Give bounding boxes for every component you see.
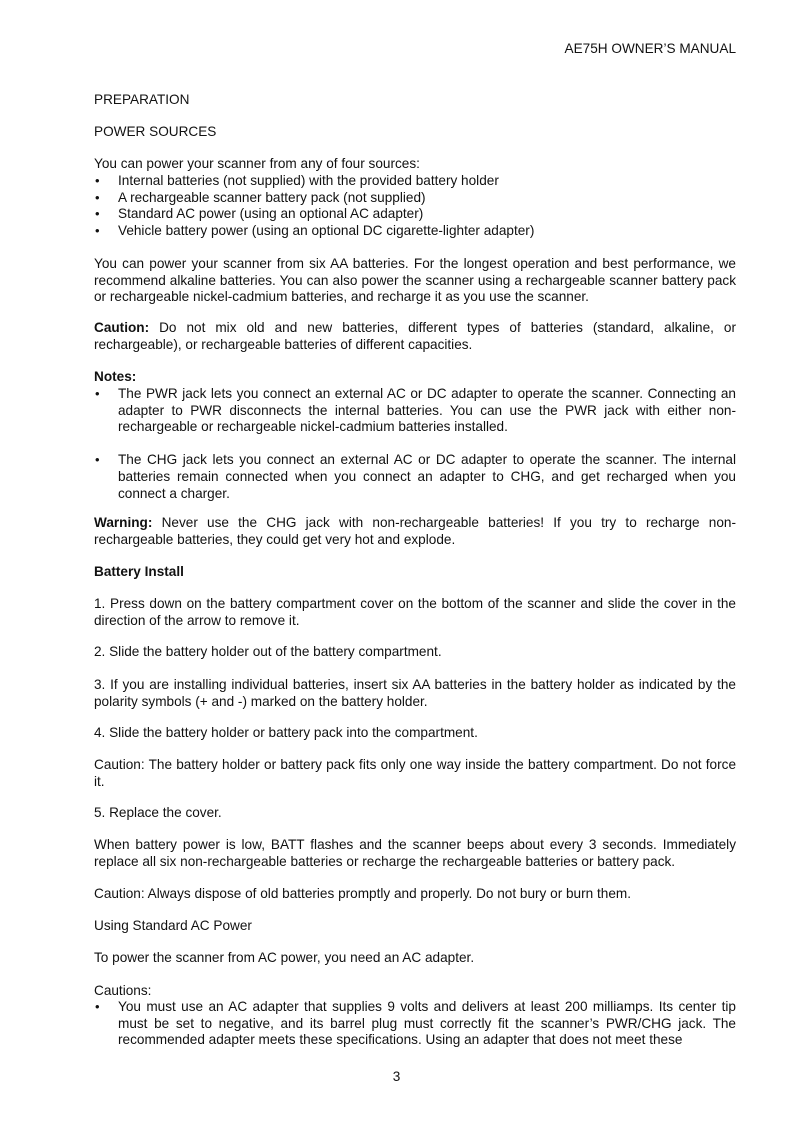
list-item: • A rechargeable scanner battery pack (not supplied) <box>94 190 736 207</box>
cautions-list <box>94 999 736 1049</box>
list-item: • The PWR jack lets you connect an external AC or DC adapter to operate the scanner. Connecting an adapter to PWR disconnects the internal batteries. You can use the PWR jack with either non-rechargeable or rechargeable nickel-cadmium batteries installed. <box>94 386 736 436</box>
list-item: • Internal batteries (not supplied) with the provided battery holder <box>94 173 736 190</box>
section-title: PREPARATION <box>94 92 190 107</box>
list-item: • The CHG jack lets you connect an external AC or DC adapter to operate the scanner. The internal batteries remain connected when you connect an adapter to CHG, and get recharged when you connect a charger. <box>94 452 736 502</box>
running-header: AE75H OWNER’S MANUAL <box>564 41 736 56</box>
power-sources-list <box>94 173 736 239</box>
step-5: 5. Replace the cover. <box>94 805 222 820</box>
subsection-title: POWER SOURCES <box>94 124 217 139</box>
list-item: • Standard AC power (using an optional AC adapter) <box>94 206 736 223</box>
caution-label: Caution: <box>94 320 150 335</box>
list-item: • Vehicle battery power (using an optional DC cigarette-lighter adapter) <box>94 223 736 240</box>
caution-paragraph <box>94 320 736 353</box>
step-3: 3. If you are installing individual batteries, insert six AA batteries in the battery holder as indicated by the polarity symbols (+ and -) marked on the battery holder. <box>94 677 736 709</box>
caution-dispose: Caution: Always dispose of old batteries promptly and properly. Do not bury or burn them. <box>94 886 631 901</box>
page-number: 3 <box>392 1069 401 1084</box>
cautions-label: Cautions: <box>94 983 152 998</box>
ac-intro: To power the scanner from AC power, you need an AC adapter. <box>94 950 475 965</box>
warning-label: Warning: <box>94 515 153 530</box>
battery-install-title: Battery Install <box>94 564 184 579</box>
step-4: 4. Slide the battery holder or battery pack into the compartment. <box>94 725 478 740</box>
notes-label: Notes: <box>94 369 137 384</box>
ac-power-title: Using Standard AC Power <box>94 918 252 933</box>
batteries-paragraph: You can power your scanner from six AA batteries. For the longest operation and best performance, we recommend alkaline batteries. You can also power the scanner using a rechargeable scanner battery pack or rechargeable nickel-cadmium batteries, and recharge it as you use the scanner. <box>94 256 736 305</box>
step-2: 2. Slide the battery holder out of the battery compartment. <box>94 644 442 659</box>
low-battery-paragraph: When battery power is low, BATT flashes and the scanner beeps about every 3 seconds. Immediately replace all six non-rechargeable batteries or recharge the rechargeable batteries or battery pack. <box>94 837 736 869</box>
warning-paragraph <box>94 515 736 548</box>
caution-fit: Caution: The battery holder or battery pack fits only one way inside the battery compartment. Do not force it. <box>94 757 736 789</box>
intro-text: You can power your scanner from any of four sources: <box>94 156 420 171</box>
step-1: 1. Press down on the battery compartment cover on the bottom of the scanner and slide the cover in the direction of the arrow to remove it. <box>94 596 736 628</box>
caution-text: Do not mix old and new batteries, different types of batteries (standard, alkaline, or rechargeable), or rechargeable batteries of different capacities. <box>94 320 736 352</box>
list-item: • You must use an AC adapter that supplies 9 volts and delivers at least 200 milliamps. Its center tip must be set to negative, and its barrel plug must correctly fit the scanner’s PWR/CHG jack. The recommended adapter meets these specifications. Using an adapter that does not meet these <box>94 999 736 1049</box>
warning-text: Never use the CHG jack with non-rechargeable batteries! If you try to recharge non-rechargeable batteries, they could get very hot and explode. <box>94 515 736 547</box>
notes-list <box>94 386 736 502</box>
